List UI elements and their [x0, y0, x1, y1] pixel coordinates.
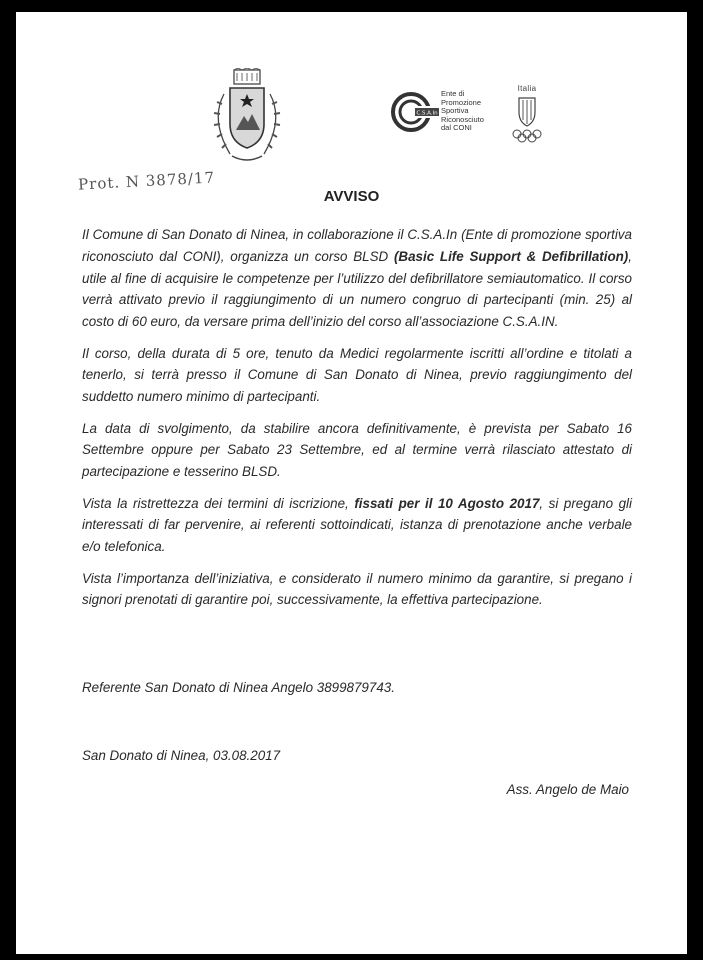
handwritten-protocol-note: Prot. N 3878/17	[77, 168, 216, 194]
csain-logo-block	[391, 82, 551, 144]
csain-logo-brand: C.S.A.In	[416, 110, 438, 117]
csain-logo-icon	[391, 92, 439, 132]
paragraph-text: Il corso, della durata di 5 ore, tenuto da Medici regolarmente iscritti all’ordine e titolati a tenerlo, si terrà presso il Comune di San Donato di Ninea, previo raggiungimento del suddetto numero minimo di partecipanti.	[82, 345, 632, 405]
notice-paragraph	[82, 224, 632, 333]
coni-italia-label: Italia	[517, 84, 537, 93]
signature-line: Ass. Angelo de Maio	[506, 782, 629, 797]
coni-logo	[509, 84, 545, 142]
csain-caption-line: Riconosciuto	[441, 114, 484, 124]
referent-line: Referente San Donato di Ninea Angelo 3899879743.	[82, 680, 395, 695]
csain-logo-caption	[441, 90, 484, 133]
notice-paragraph	[82, 568, 632, 612]
csain-caption-line: Ente di	[441, 89, 465, 98]
paragraph-text: Vista l’importanza dell’iniziativa, e considerato il numero minimo da garantire, si pregano i signori prenotati di garantire poi, successivamente, la effettiva partecipazione.	[82, 570, 632, 608]
notice-paragraph	[82, 343, 632, 408]
notice-title: AVVISO	[323, 188, 380, 205]
coni-emblem-icon	[509, 94, 545, 144]
notice-paragraph	[82, 418, 632, 483]
csain-caption-line: dal CONI	[441, 123, 472, 133]
place-and-date: San Donato di Ninea, 03.08.2017	[82, 748, 281, 763]
document-page	[16, 12, 687, 954]
notice-body	[82, 224, 632, 621]
csain-caption-line: Promozione	[441, 97, 482, 107]
paragraph-text: Vista la ristrettezza dei termini di iscrizione,	[82, 495, 355, 511]
paragraph-bold-text: (Basic Life Support & Defibrillation)	[393, 248, 629, 264]
csain-caption-line: Sportiva	[441, 106, 469, 116]
paragraph-text: La data di svolgimento, da stabilire ancora definitivamente, è prevista per Sabato 16 Settembre oppure per Sabato 23 Settembre, ed al termine verrà rilasciato attestato di partecipazione e tesserino BLSD.	[82, 420, 632, 480]
paragraph-text: , si pregano gli interessati di far pervenire, ai referenti sottoindicati, istanza di prenotazione anche verbale e/o telefonica.	[82, 495, 632, 555]
paragraph-bold-text: fissati per il 10 Agosto 2017	[354, 495, 540, 511]
paragraph-text: Il Comune di San Donato di Ninea, in collaborazione il C.S.A.In (Ente di promozione sportiva riconosciuto dal CONI), organizza un corso BLSD	[82, 227, 632, 264]
notice-paragraph	[82, 493, 632, 558]
municipal-coat-of-arms	[206, 68, 288, 168]
paragraph-text: , utile al fine di acquisire le competenze per l’utilizzo del defibrillatore semiautomatico. Il corso verrà attivato previo il raggiungimento di un numero congruo di partecipanti (min. 25) al costo di 60 euro, da versare prima dell’inizio del corso all’associazione C.S.A.IN.	[82, 248, 632, 330]
